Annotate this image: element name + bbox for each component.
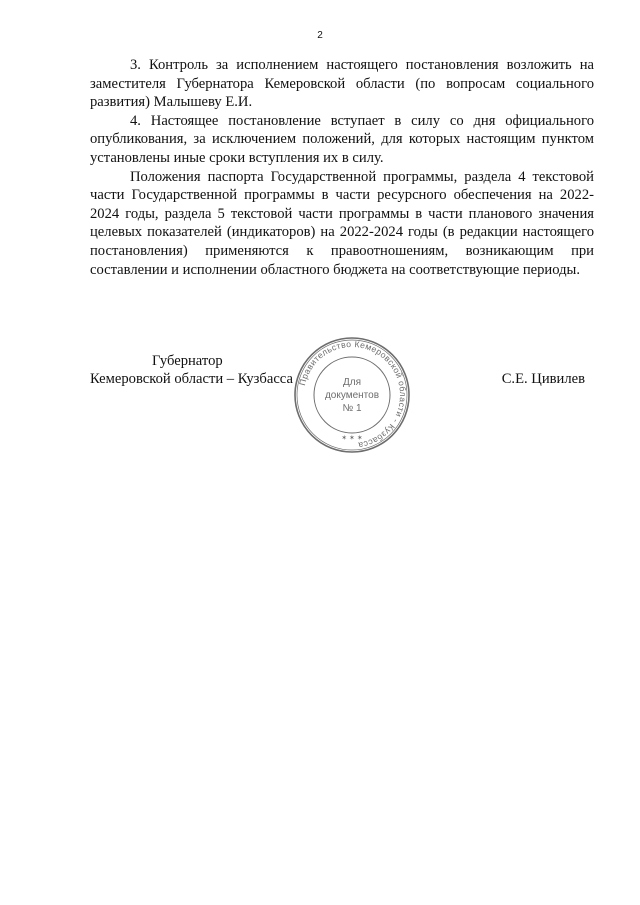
signatory-name: С.Е. Цивилев (501, 371, 585, 387)
seal-center-line2: документов (324, 390, 380, 401)
official-seal (292, 335, 412, 455)
paragraph-4-effective-date: 4. Настоящее постановление вступает в силу со дня официального опубликования, за исключением положений, для которых настоящим пунктом установлены иные сроки вступления их в силу. (90, 112, 594, 166)
page-number: 2 (317, 30, 323, 41)
seal-center-line1: Для (342, 377, 362, 388)
document-body (90, 56, 594, 279)
seal-image (292, 335, 412, 455)
paragraph-provisions: Положения паспорта Государственной программы, раздела 4 текстовой части Государственной программы в части ресурсного обеспечения на 2022-2024 годы, раздела 5 текстовой части программы в части планового значения целевых показателей (индикаторов) на 2022-2024 годы (в редакции настоящего постановления) применяются к правоотношениям, возникающим при составлении и исполнении областного бюджета на соответствующие периоды. (90, 168, 594, 278)
signatory-region: Кемеровской области – Кузбасса (90, 371, 293, 387)
seal-star-ornament: ✶ ✶ ✶ (341, 435, 363, 442)
seal-ring-text: Правительство Кемеровской области - Кузбасса (296, 338, 409, 451)
seal-center-line3: № 1 (342, 403, 362, 414)
paragraph-3-control: 3. Контроль за исполнением настоящего постановления возложить на заместителя Губернатора Кемеровской области (по вопросам социального развития) Малышеву Е.И. (90, 57, 594, 111)
signatory-title: Губернатор (152, 353, 223, 369)
